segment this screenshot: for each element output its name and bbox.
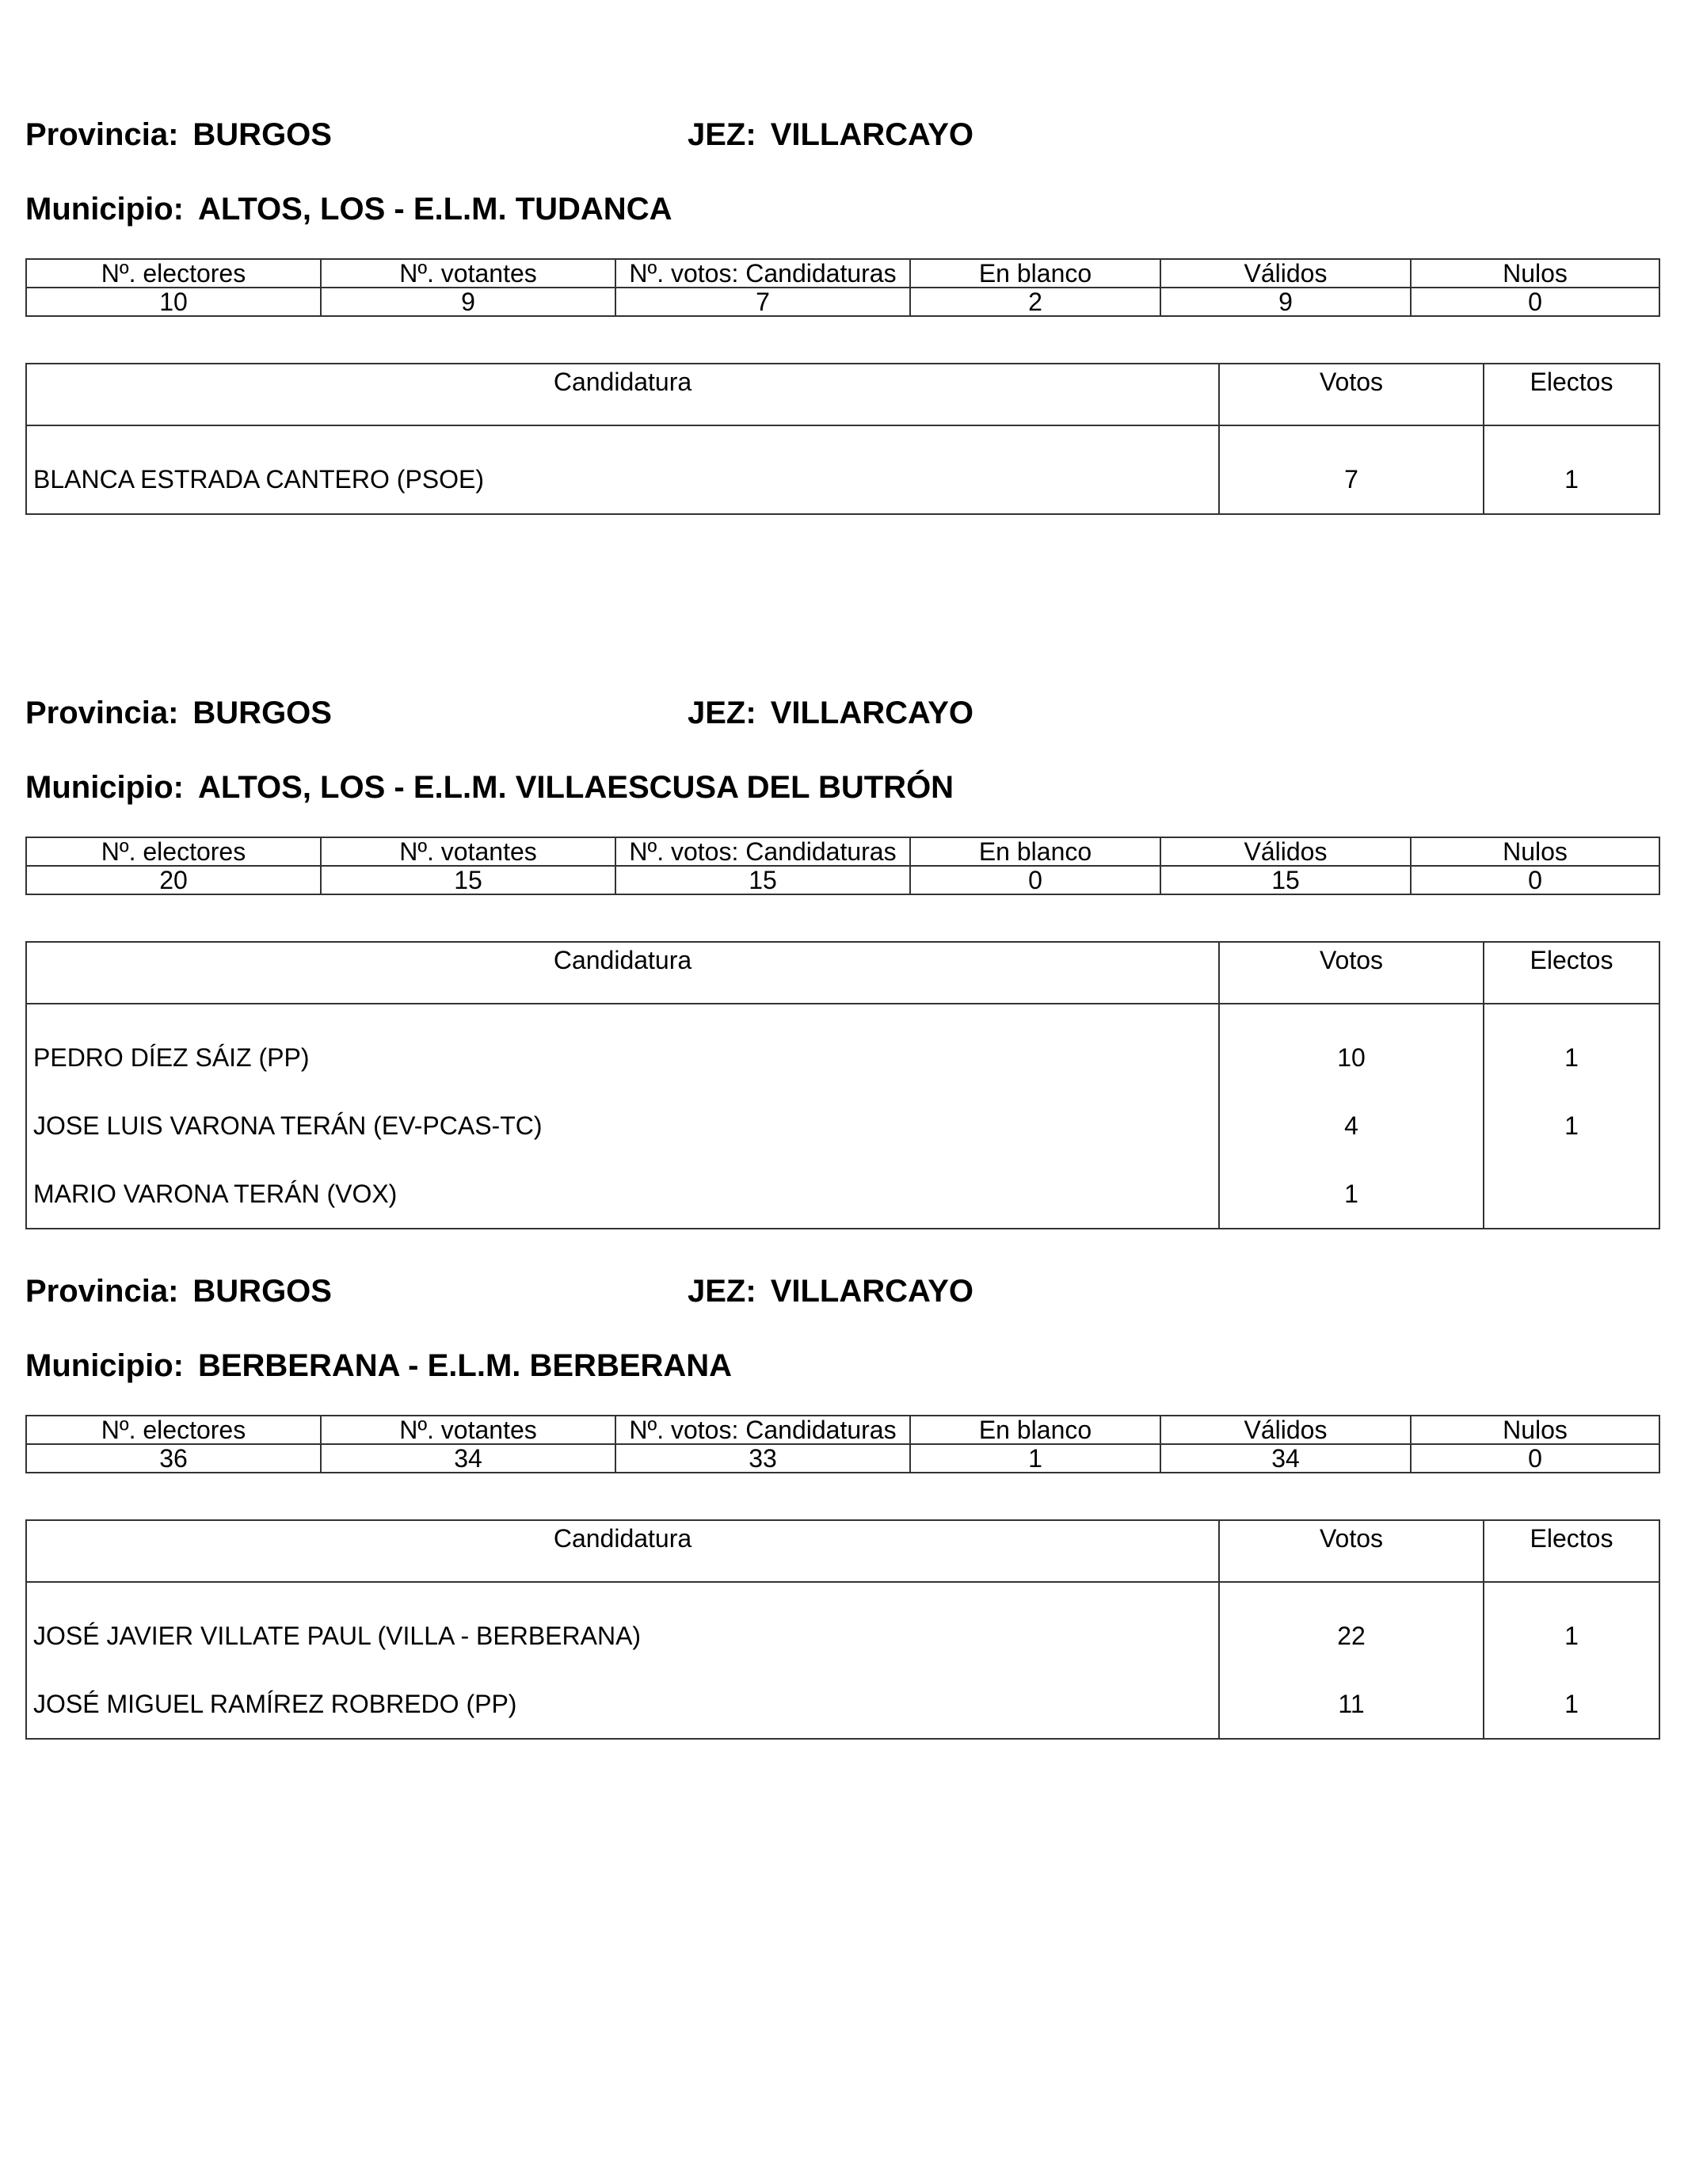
candidate-electos: 1 xyxy=(1484,1582,1659,1670)
municipio-label: Municipio: xyxy=(25,770,184,805)
stats-value: 7 xyxy=(615,288,910,316)
candidates-table xyxy=(25,941,1660,1229)
stats-value: 10 xyxy=(26,288,321,316)
stats-table xyxy=(25,258,1660,317)
jez-label: JEZ: xyxy=(688,696,756,730)
provincia-value: BURGOS xyxy=(192,117,332,152)
candidate-name: JOSÉ MIGUEL RAMÍREZ ROBREDO (PP) xyxy=(26,1670,1219,1739)
candidate-row xyxy=(26,1004,1659,1092)
candidate-row xyxy=(26,425,1659,514)
stats-value: 15 xyxy=(615,866,910,894)
electos-header: Electos xyxy=(1484,364,1659,425)
candidate-votos: 11 xyxy=(1219,1670,1484,1739)
jez-line xyxy=(688,116,973,154)
stats-value: 0 xyxy=(910,866,1160,894)
candidate-name: BLANCA ESTRADA CANTERO (PSOE) xyxy=(26,425,1219,514)
jez-value: VILLARCAYO xyxy=(770,696,974,730)
municipio-value: ALTOS, LOS - E.L.M. TUDANCA xyxy=(197,192,672,227)
jez-value: VILLARCAYO xyxy=(770,1274,974,1309)
stats-header: Nº. electores xyxy=(26,1416,321,1444)
candidatura-header: Candidatura xyxy=(26,942,1219,1004)
candidate-electos: 1 xyxy=(1484,425,1659,514)
candidate-votos: 22 xyxy=(1219,1582,1484,1670)
stats-value: 0 xyxy=(1411,866,1659,894)
candidatura-header: Candidatura xyxy=(26,364,1219,425)
jez-label: JEZ: xyxy=(688,1274,756,1309)
candidatura-header: Candidatura xyxy=(26,1520,1219,1582)
candidate-votos: 4 xyxy=(1219,1092,1484,1160)
stats-value: 0 xyxy=(1411,1444,1659,1473)
electos-header: Electos xyxy=(1484,1520,1659,1582)
stats-value: 1 xyxy=(910,1444,1160,1473)
stats-header: Nº. votantes xyxy=(321,1416,615,1444)
candidate-name: PEDRO DÍEZ SÁIZ (PP) xyxy=(26,1004,1219,1092)
stats-value-row xyxy=(26,866,1659,894)
candidate-name: JOSE LUIS VARONA TERÁN (EV-PCAS-TC) xyxy=(26,1092,1219,1160)
stats-header: Nº. votos: Candidaturas xyxy=(615,1416,910,1444)
stats-value: 34 xyxy=(1160,1444,1411,1473)
provincia-line xyxy=(25,1272,332,1310)
stats-header: En blanco xyxy=(910,837,1160,866)
stats-value: 0 xyxy=(1411,288,1659,316)
municipio-value: BERBERANA - E.L.M. BERBERANA xyxy=(197,1348,733,1383)
stats-table xyxy=(25,1415,1660,1473)
stats-header: Nº. votantes xyxy=(321,259,615,288)
provincia-value: BURGOS xyxy=(192,696,332,730)
candidates-header-row xyxy=(26,1520,1659,1582)
municipio-value: ALTOS, LOS - E.L.M. VILLAESCUSA DEL BUTRÓN xyxy=(197,770,954,805)
stats-value-row xyxy=(26,1444,1659,1473)
candidate-row xyxy=(26,1092,1659,1160)
stats-value: 20 xyxy=(26,866,321,894)
stats-value: 15 xyxy=(1160,866,1411,894)
stats-header: Nº. votos: Candidaturas xyxy=(615,259,910,288)
candidate-votos: 7 xyxy=(1219,425,1484,514)
stats-header: Nº. electores xyxy=(26,837,321,866)
candidate-row xyxy=(26,1582,1659,1670)
provincia-value: BURGOS xyxy=(192,1274,332,1309)
stats-header-row xyxy=(26,837,1659,866)
candidate-electos: 1 xyxy=(1484,1092,1659,1160)
candidates-table xyxy=(25,1519,1660,1740)
candidate-name: JOSÉ JAVIER VILLATE PAUL (VILLA - BERBERANA) xyxy=(26,1582,1219,1670)
votos-header: Votos xyxy=(1219,1520,1484,1582)
candidate-votos: 1 xyxy=(1219,1160,1484,1229)
provincia-line xyxy=(25,116,332,154)
municipio-line xyxy=(25,1347,732,1385)
stats-header: Nº. votos: Candidaturas xyxy=(615,837,910,866)
stats-value: 2 xyxy=(910,288,1160,316)
candidate-electos: 1 xyxy=(1484,1004,1659,1092)
stats-header: Válidos xyxy=(1160,259,1411,288)
stats-header: En blanco xyxy=(910,1416,1160,1444)
stats-header: Válidos xyxy=(1160,1416,1411,1444)
candidates-header-row xyxy=(26,942,1659,1004)
candidate-row xyxy=(26,1160,1659,1229)
stats-header: Nº. electores xyxy=(26,259,321,288)
stats-header: Nulos xyxy=(1411,837,1659,866)
provincia-label: Provincia: xyxy=(25,117,179,152)
provincia-label: Provincia: xyxy=(25,696,179,730)
stats-header-row xyxy=(26,259,1659,288)
stats-header: En blanco xyxy=(910,259,1160,288)
candidate-name: MARIO VARONA TERÁN (VOX) xyxy=(26,1160,1219,1229)
stats-table xyxy=(25,837,1660,895)
municipio-line xyxy=(25,768,954,806)
jez-line xyxy=(688,694,973,732)
provincia-line xyxy=(25,694,332,732)
candidates-header-row xyxy=(26,364,1659,425)
candidate-electos xyxy=(1484,1160,1659,1229)
stats-value: 15 xyxy=(321,866,615,894)
stats-value: 36 xyxy=(26,1444,321,1473)
candidates-table xyxy=(25,363,1660,515)
provincia-label: Provincia: xyxy=(25,1274,179,1309)
stats-header: Nulos xyxy=(1411,1416,1659,1444)
stats-value: 34 xyxy=(321,1444,615,1473)
stats-header-row xyxy=(26,1416,1659,1444)
electos-header: Electos xyxy=(1484,942,1659,1004)
stats-value: 33 xyxy=(615,1444,910,1473)
stats-value: 9 xyxy=(1160,288,1411,316)
candidate-electos: 1 xyxy=(1484,1670,1659,1739)
votos-header: Votos xyxy=(1219,364,1484,425)
candidate-row xyxy=(26,1670,1659,1739)
jez-line xyxy=(688,1272,973,1310)
municipio-label: Municipio: xyxy=(25,192,184,227)
stats-header: Nº. votantes xyxy=(321,837,615,866)
municipio-label: Municipio: xyxy=(25,1348,184,1383)
stats-value: 9 xyxy=(321,288,615,316)
jez-label: JEZ: xyxy=(688,117,756,152)
candidate-votos: 10 xyxy=(1219,1004,1484,1092)
municipio-line xyxy=(25,190,672,228)
stats-header: Nulos xyxy=(1411,259,1659,288)
jez-value: VILLARCAYO xyxy=(770,117,974,152)
stats-value-row xyxy=(26,288,1659,316)
votos-header: Votos xyxy=(1219,942,1484,1004)
stats-header: Válidos xyxy=(1160,837,1411,866)
